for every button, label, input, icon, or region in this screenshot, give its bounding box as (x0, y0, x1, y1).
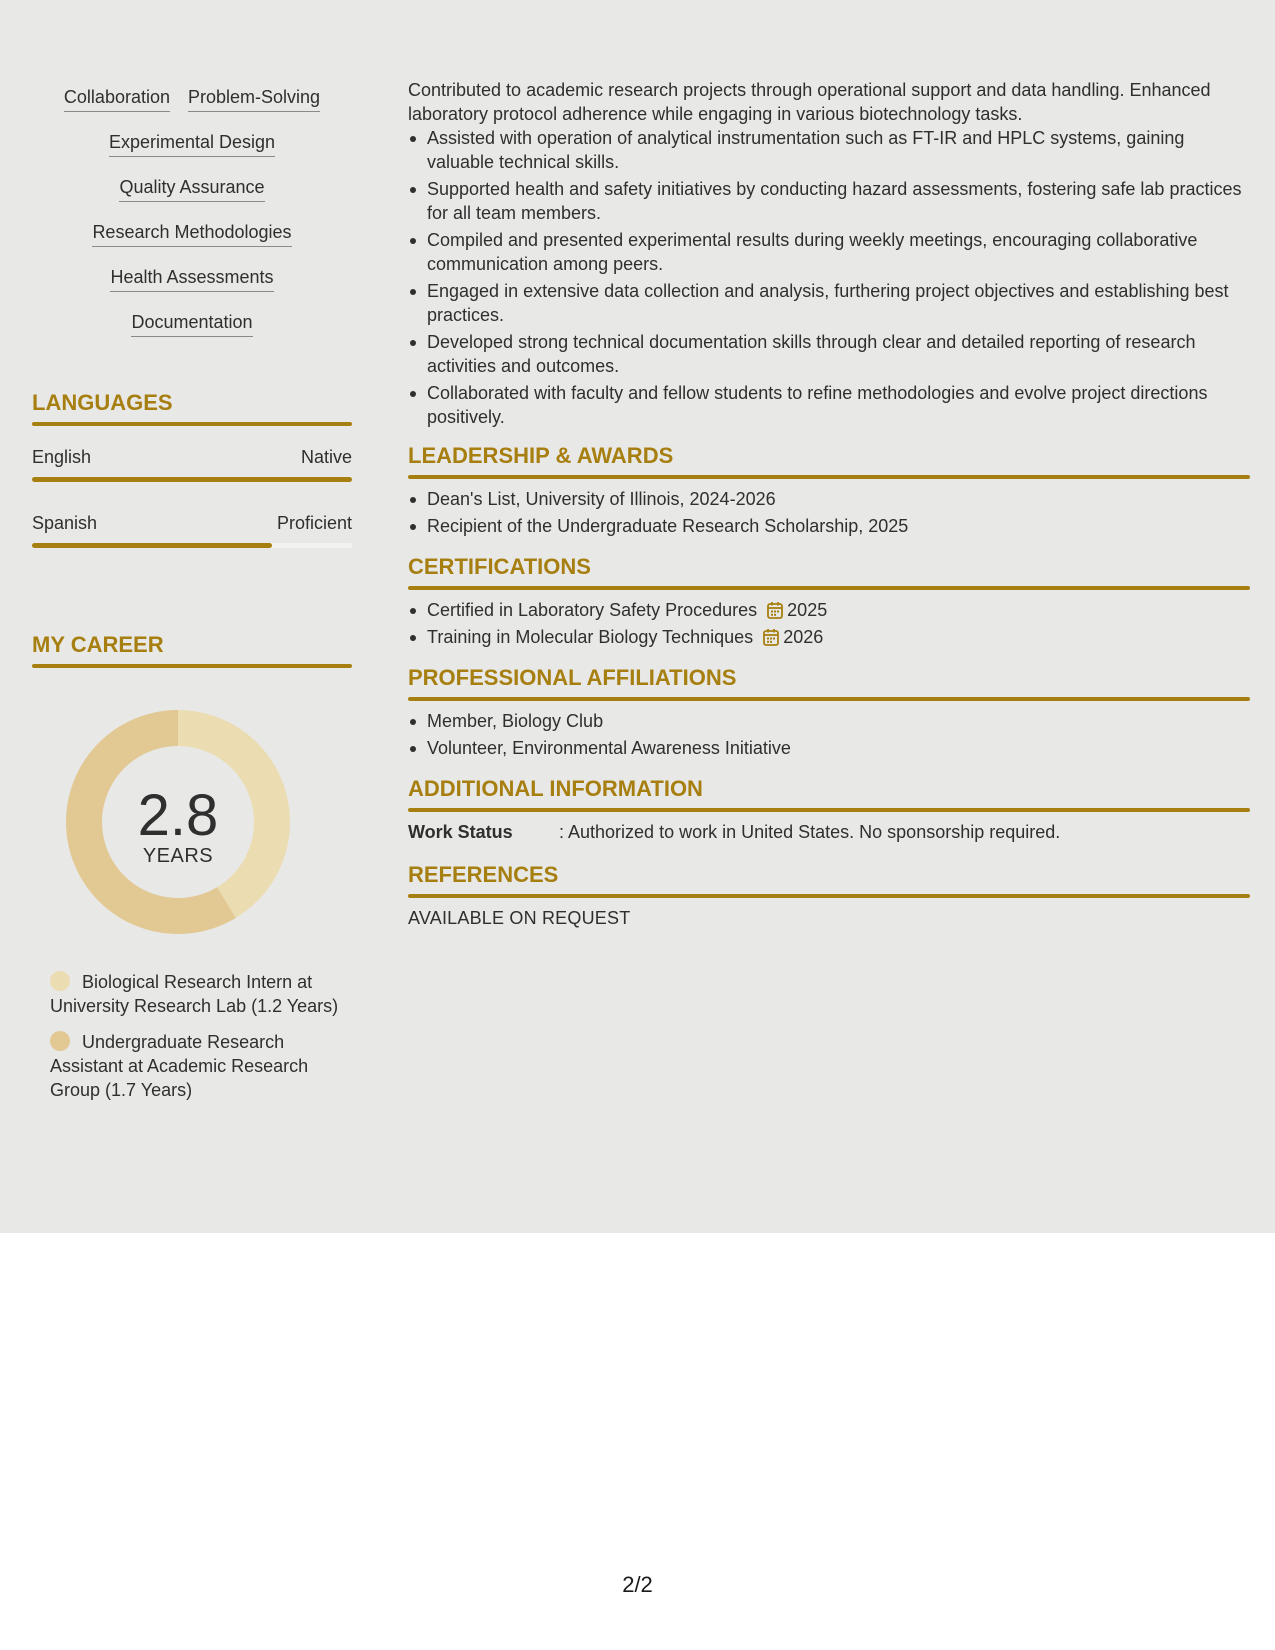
experience-summary: Contributed to academic research projects through operational support and data handling. Enhanced laboratory protocol adherence while engaging in various biotechnology tasks. (408, 80, 1211, 124)
skill-tag: Collaboration (64, 86, 170, 112)
career-legend-label: Undergraduate Research Assistant at Academic Research Group (1.7 Years) (50, 1032, 309, 1100)
career-total-years: 2.8 (137, 783, 219, 848)
leadership-section (408, 443, 1250, 538)
list-item: Collaborated with faculty and fellow students to refine methodologies and evolve project directions positively. (408, 381, 1250, 429)
skill-row (32, 176, 352, 221)
skill-tag: Quality Assurance (119, 176, 264, 202)
skill-tag: Problem-Solving (188, 86, 320, 112)
certification-name: Training in Molecular Biology Techniques (427, 627, 754, 647)
certifications-section (408, 554, 1250, 649)
career-legend-item (50, 970, 340, 1018)
language-progress-fill (32, 543, 272, 548)
list-item: Supported health and safety initiatives by conducting hazard assessments, fostering safe lab practices for all team members. (408, 177, 1250, 225)
section-title: PROFESSIONAL AFFILIATIONS (408, 665, 737, 690)
experience-bullets (408, 126, 1250, 429)
section-title: REFERENCES (408, 862, 559, 887)
languages-section (32, 390, 352, 548)
affiliations-list (408, 709, 1250, 760)
list-item: Assisted with operation of analytical instrumentation such as FT-IR and HPLC systems, gaining valuable technical skills. (408, 126, 1250, 174)
skill-row (32, 86, 352, 131)
section-title: CERTIFICATIONS (408, 554, 591, 579)
right-column (408, 78, 1250, 930)
career-total-unit: YEARS (142, 845, 214, 867)
work-status-label: Work Status (408, 822, 513, 842)
language-item (32, 512, 352, 548)
skills-list (32, 86, 352, 356)
language-progress-bar (32, 477, 352, 482)
list-item: Recipient of the Undergraduate Research Scholarship, 2025 (408, 514, 1250, 538)
additional-info-section (408, 776, 1250, 844)
skill-row (32, 221, 352, 266)
language-progress-fill (32, 477, 352, 482)
work-status-value: : Authorized to work in United States. No sponsorship required. (559, 822, 1061, 842)
section-title: ADDITIONAL INFORMATION (408, 776, 703, 801)
section-divider (408, 475, 1250, 479)
section-divider (408, 808, 1250, 812)
language-item (32, 446, 352, 482)
career-legend-label: Biological Research Intern at University Research Lab (1.2 Years) (50, 972, 339, 1016)
work-status-row (408, 820, 1250, 844)
certification-year: 2025 (787, 600, 828, 620)
list-item: Engaged in extensive data collection and analysis, furthering project objectives and establishing best practices. (408, 279, 1250, 327)
calendar-icon (763, 628, 779, 646)
section-title: MY CAREER (32, 632, 164, 657)
language-name: Spanish (32, 513, 98, 533)
list-item (408, 625, 1250, 649)
section-divider (32, 664, 352, 668)
career-legend-item (50, 1030, 340, 1102)
list-item: Volunteer, Environmental Awareness Initiative (408, 736, 1250, 760)
section-divider (408, 586, 1250, 590)
skill-tag: Research Methodologies (92, 221, 291, 247)
career-legend (50, 970, 340, 1114)
affiliations-section (408, 665, 1250, 760)
calendar-icon (767, 601, 783, 619)
donut-center (66, 710, 290, 934)
section-divider (32, 422, 352, 426)
references-section (408, 862, 1250, 930)
language-level: Proficient (276, 513, 352, 533)
skill-tag: Experimental Design (109, 131, 275, 157)
section-title: LEADERSHIP & AWARDS (408, 443, 674, 468)
list-item (408, 598, 1250, 622)
leadership-list (408, 487, 1250, 538)
section-divider (408, 697, 1250, 701)
language-progress-bar (32, 543, 352, 548)
page-number: 2/2 (622, 1572, 653, 1597)
language-level: Native (300, 447, 352, 467)
list-item: Compiled and presented experimental results during weekly meetings, encouraging collaborative communication among peers. (408, 228, 1250, 276)
career-section (32, 632, 352, 668)
section-divider (408, 894, 1250, 898)
list-item: Dean's List, University of Illinois, 2024-2026 (408, 487, 1250, 511)
skill-tag: Health Assessments (110, 266, 273, 292)
legend-dot (50, 971, 70, 991)
skill-row (32, 131, 352, 176)
certifications-list (408, 598, 1250, 649)
legend-dot (50, 1031, 70, 1051)
certification-name: Certified in Laboratory Safety Procedures (427, 600, 758, 620)
references-text: AVAILABLE ON REQUEST (408, 908, 631, 928)
skill-row (32, 266, 352, 311)
skill-row (32, 311, 352, 356)
list-item: Member, Biology Club (408, 709, 1250, 733)
skill-tag: Documentation (131, 311, 252, 337)
list-item: Developed strong technical documentation skills through clear and detailed reporting of research activities and outcomes. (408, 330, 1250, 378)
language-name: English (32, 447, 92, 467)
career-donut-chart (66, 710, 290, 934)
section-title: LANGUAGES (32, 390, 173, 415)
certification-year: 2026 (783, 627, 824, 647)
